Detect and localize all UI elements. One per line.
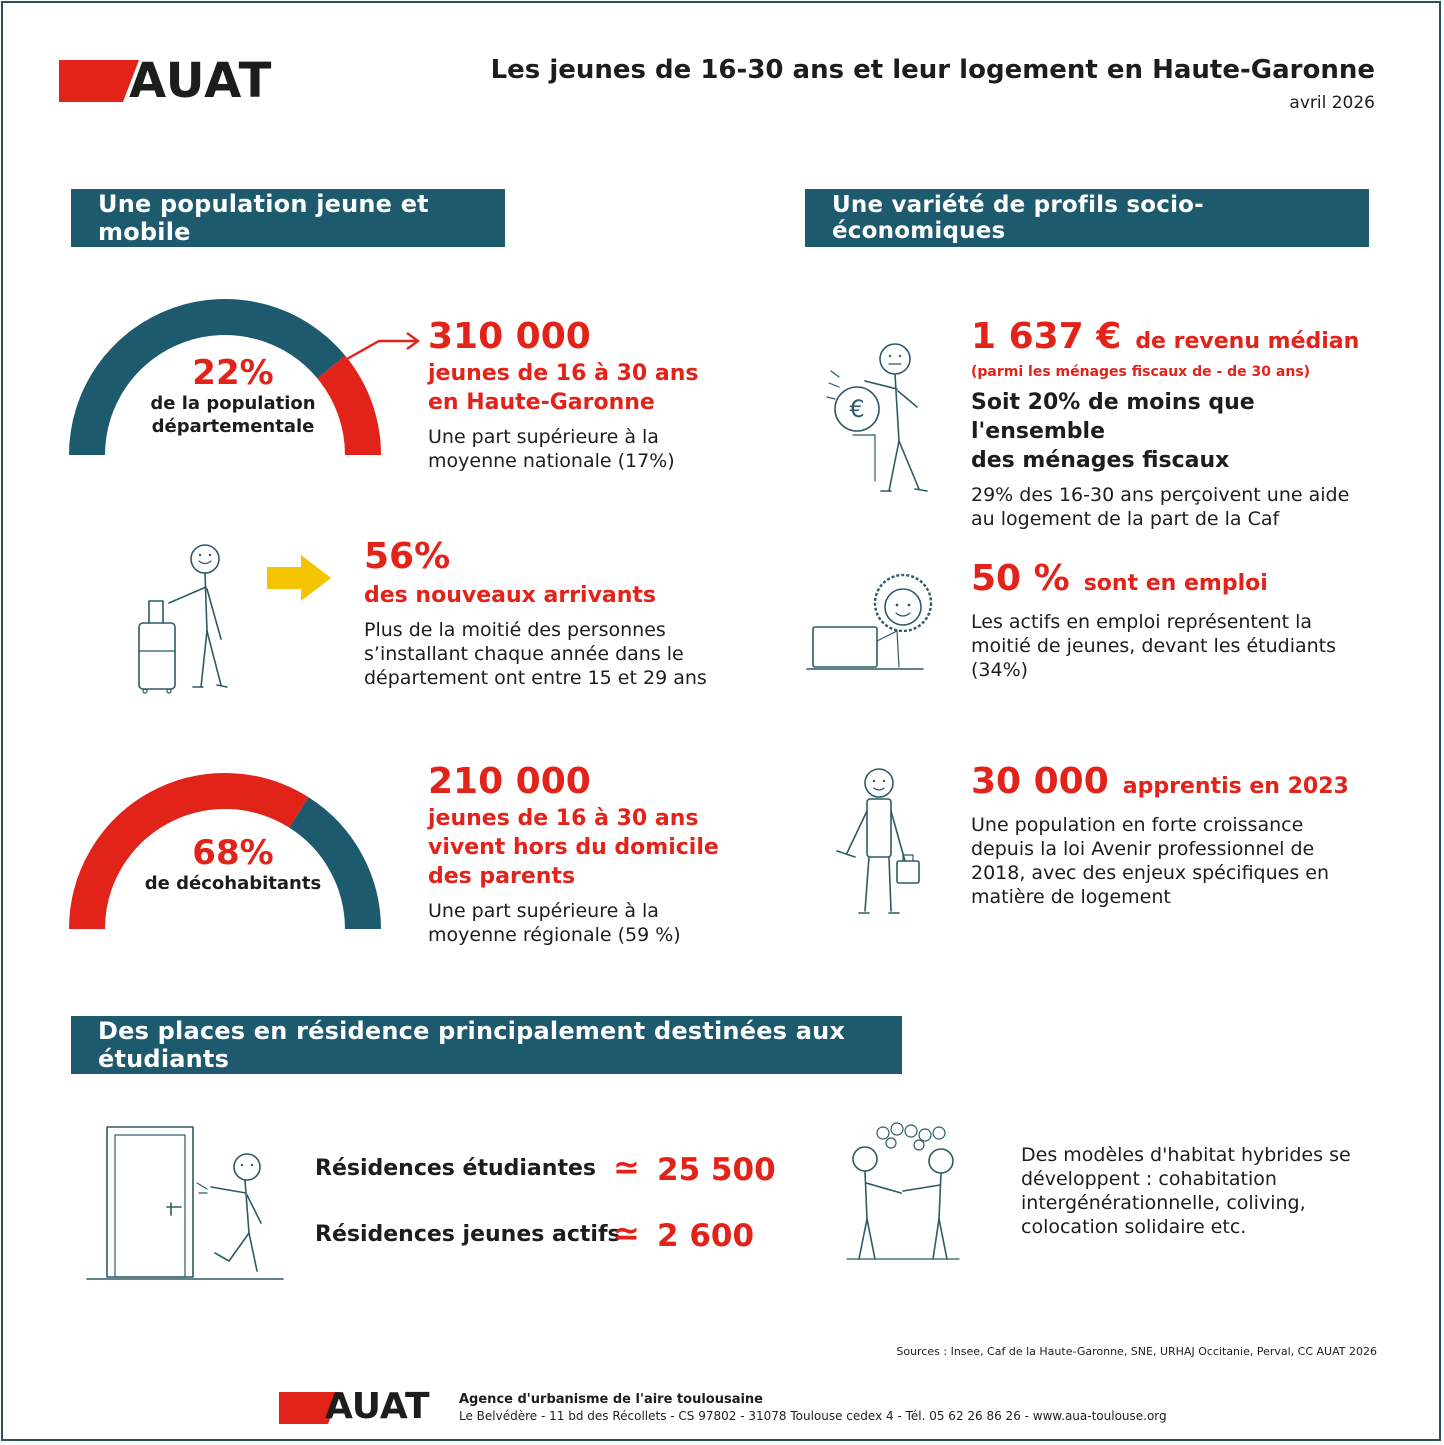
emploi-body3: (34%) — [971, 659, 1029, 681]
revenu-dark1: Soit 20% de moins que l'ensemble — [971, 390, 1255, 444]
emploi-body2: moitié de jeunes, devant les étudiants — [971, 635, 1337, 657]
emploi-label: sont en emploi — [1083, 571, 1268, 596]
hybrid-line4: colocation solidaire etc. — [1021, 1216, 1247, 1238]
approx-symbol-icon: ≃ — [613, 1214, 640, 1252]
footer-logo-text: AUAT — [325, 1386, 430, 1427]
revenu-body2: au logement de la part de la Caf — [971, 508, 1280, 530]
stat2-sub: des nouveaux arrivants — [364, 583, 657, 608]
stat-310000 — [428, 316, 768, 473]
residence-actifs-label: Résidences jeunes actifs — [315, 1222, 621, 1247]
gauge2-percent: 68% — [192, 833, 274, 873]
stat1-big: 310 000 — [428, 316, 591, 357]
gauge1-percent: 22% — [192, 353, 274, 393]
revenu-big: 1 637 € — [971, 316, 1122, 357]
apprentis-headline — [971, 761, 1391, 802]
revenu-headline — [971, 316, 1391, 357]
traveler-with-suitcase-icon — [129, 539, 239, 699]
revenu-note: (parmi les ménages fiscaux de - de 30 ans) — [971, 364, 1311, 380]
stat2-body3: département ont entre 15 et 29 ans — [364, 667, 707, 689]
page-title: Les jeunes de 16-30 ans et leur logement en Haute-Garonne — [490, 55, 1375, 85]
footer-logo — [279, 1386, 439, 1427]
gauge1-line1: de la population — [150, 393, 316, 415]
apprentis-body4: matière de logement — [971, 886, 1171, 908]
header-logo — [59, 53, 299, 109]
stat3-sub3: des parents — [428, 864, 576, 889]
page-date: avril 2026 — [1289, 93, 1375, 113]
stat2-body1: Plus de la moitié des personnes — [364, 619, 666, 641]
residence-etudiantes-value: 25 500 — [657, 1152, 776, 1188]
hybrid-habitat-text — [1021, 1143, 1381, 1239]
stat3-body2: moyenne régionale (59 %) — [428, 924, 681, 946]
emploi-body1: Les actifs en emploi représentent la — [971, 611, 1313, 633]
stat1-body2: moyenne nationale (17%) — [428, 450, 675, 472]
person-at-computer-icon — [807, 569, 937, 679]
stat-revenu — [971, 316, 1391, 531]
emploi-big: 50 % — [971, 558, 1070, 599]
gauge2-line1: de décohabitants — [144, 873, 322, 895]
svg-text:€: € — [849, 395, 865, 423]
revenu-label: de revenu médian — [1135, 329, 1360, 354]
footer-agency: Agence d'urbanisme de l'aire toulousaine — [459, 1392, 764, 1407]
sources-note: Sources : Insee, Caf de la Haute-Garonne, SNE, URHAJ Occitanie, Perval, CC AUAT 2026 — [896, 1345, 1377, 1358]
gauge2-label — [103, 835, 363, 895]
gauge1-line2: départementale — [151, 416, 315, 438]
banner-profils: Une variété de profils socio-économiques — [805, 189, 1369, 247]
person-opening-door-icon — [87, 1123, 287, 1283]
apprentis-body1: Une population en forte croissance — [971, 814, 1304, 836]
logo-red-parallelogram-icon — [59, 60, 139, 102]
banner-population: Une population jeune et mobile — [71, 189, 505, 247]
stat-210000 — [428, 761, 768, 947]
hybrid-line2: développent : cohabitation — [1021, 1168, 1277, 1190]
stat3-body1: Une part supérieure à la — [428, 900, 659, 922]
person-with-euro-coin-icon — [825, 331, 935, 501]
residence-etudiantes-label: Résidences étudiantes — [315, 1156, 596, 1181]
stat1-sub1: jeunes de 16 à 30 ans — [428, 361, 699, 386]
yellow-arrow-icon — [267, 555, 333, 601]
stat1-body1: Une part supérieure à la — [428, 426, 659, 448]
footer-address: Le Belvédère - 11 bd des Récollets - CS 97802 - 31078 Toulouse cedex 4 - Tél. 05 62 26 86 26 - www.aua-toulouse.org — [459, 1409, 1167, 1423]
stat-emploi — [971, 558, 1391, 682]
hybrid-line1: Des modèles d'habitat hybrides se — [1021, 1144, 1351, 1166]
hybrid-line3: intergénérationnelle, coliving, — [1021, 1192, 1306, 1214]
stat1-sub2: en Haute-Garonne — [428, 390, 655, 415]
apprentice-with-toolbox-icon — [833, 765, 933, 925]
infographic-page — [1, 1, 1441, 1441]
banner-residences: Des places en résidence principalement destinées aux étudiants — [71, 1016, 902, 1074]
red-arrow-icon — [345, 321, 425, 361]
stat2-body2: s’installant chaque année dans le — [364, 643, 684, 665]
residence-row-etudiantes — [315, 1150, 775, 1190]
header-logo-text: AUAT — [129, 53, 273, 109]
gauge1-label — [103, 355, 363, 438]
residence-actifs-value: 2 600 — [657, 1218, 755, 1254]
stat-apprentis — [971, 761, 1391, 909]
stat2-big: 56% — [364, 536, 451, 577]
emploi-headline — [971, 558, 1391, 599]
stat3-big: 210 000 — [428, 761, 591, 802]
stat3-sub1: jeunes de 16 à 30 ans — [428, 806, 699, 831]
revenu-dark2: des ménages fiscaux — [971, 448, 1230, 473]
apprentis-big: 30 000 — [971, 761, 1109, 802]
stat-56-percent — [364, 536, 724, 690]
revenu-body1: 29% des 16-30 ans perçoivent une aide — [971, 484, 1350, 506]
stat3-sub2: vivent hors du domicile — [428, 835, 719, 860]
apprentis-body2: depuis la loi Avenir professionnel de — [971, 838, 1315, 860]
apprentis-label: apprentis en 2023 — [1122, 774, 1349, 799]
two-people-handshake-gears-icon — [839, 1123, 969, 1263]
approx-symbol-icon: ≃ — [613, 1148, 640, 1186]
apprentis-body3: 2018, avec des enjeux spécifiques en — [971, 862, 1330, 884]
residence-row-jeunes-actifs — [315, 1216, 775, 1256]
